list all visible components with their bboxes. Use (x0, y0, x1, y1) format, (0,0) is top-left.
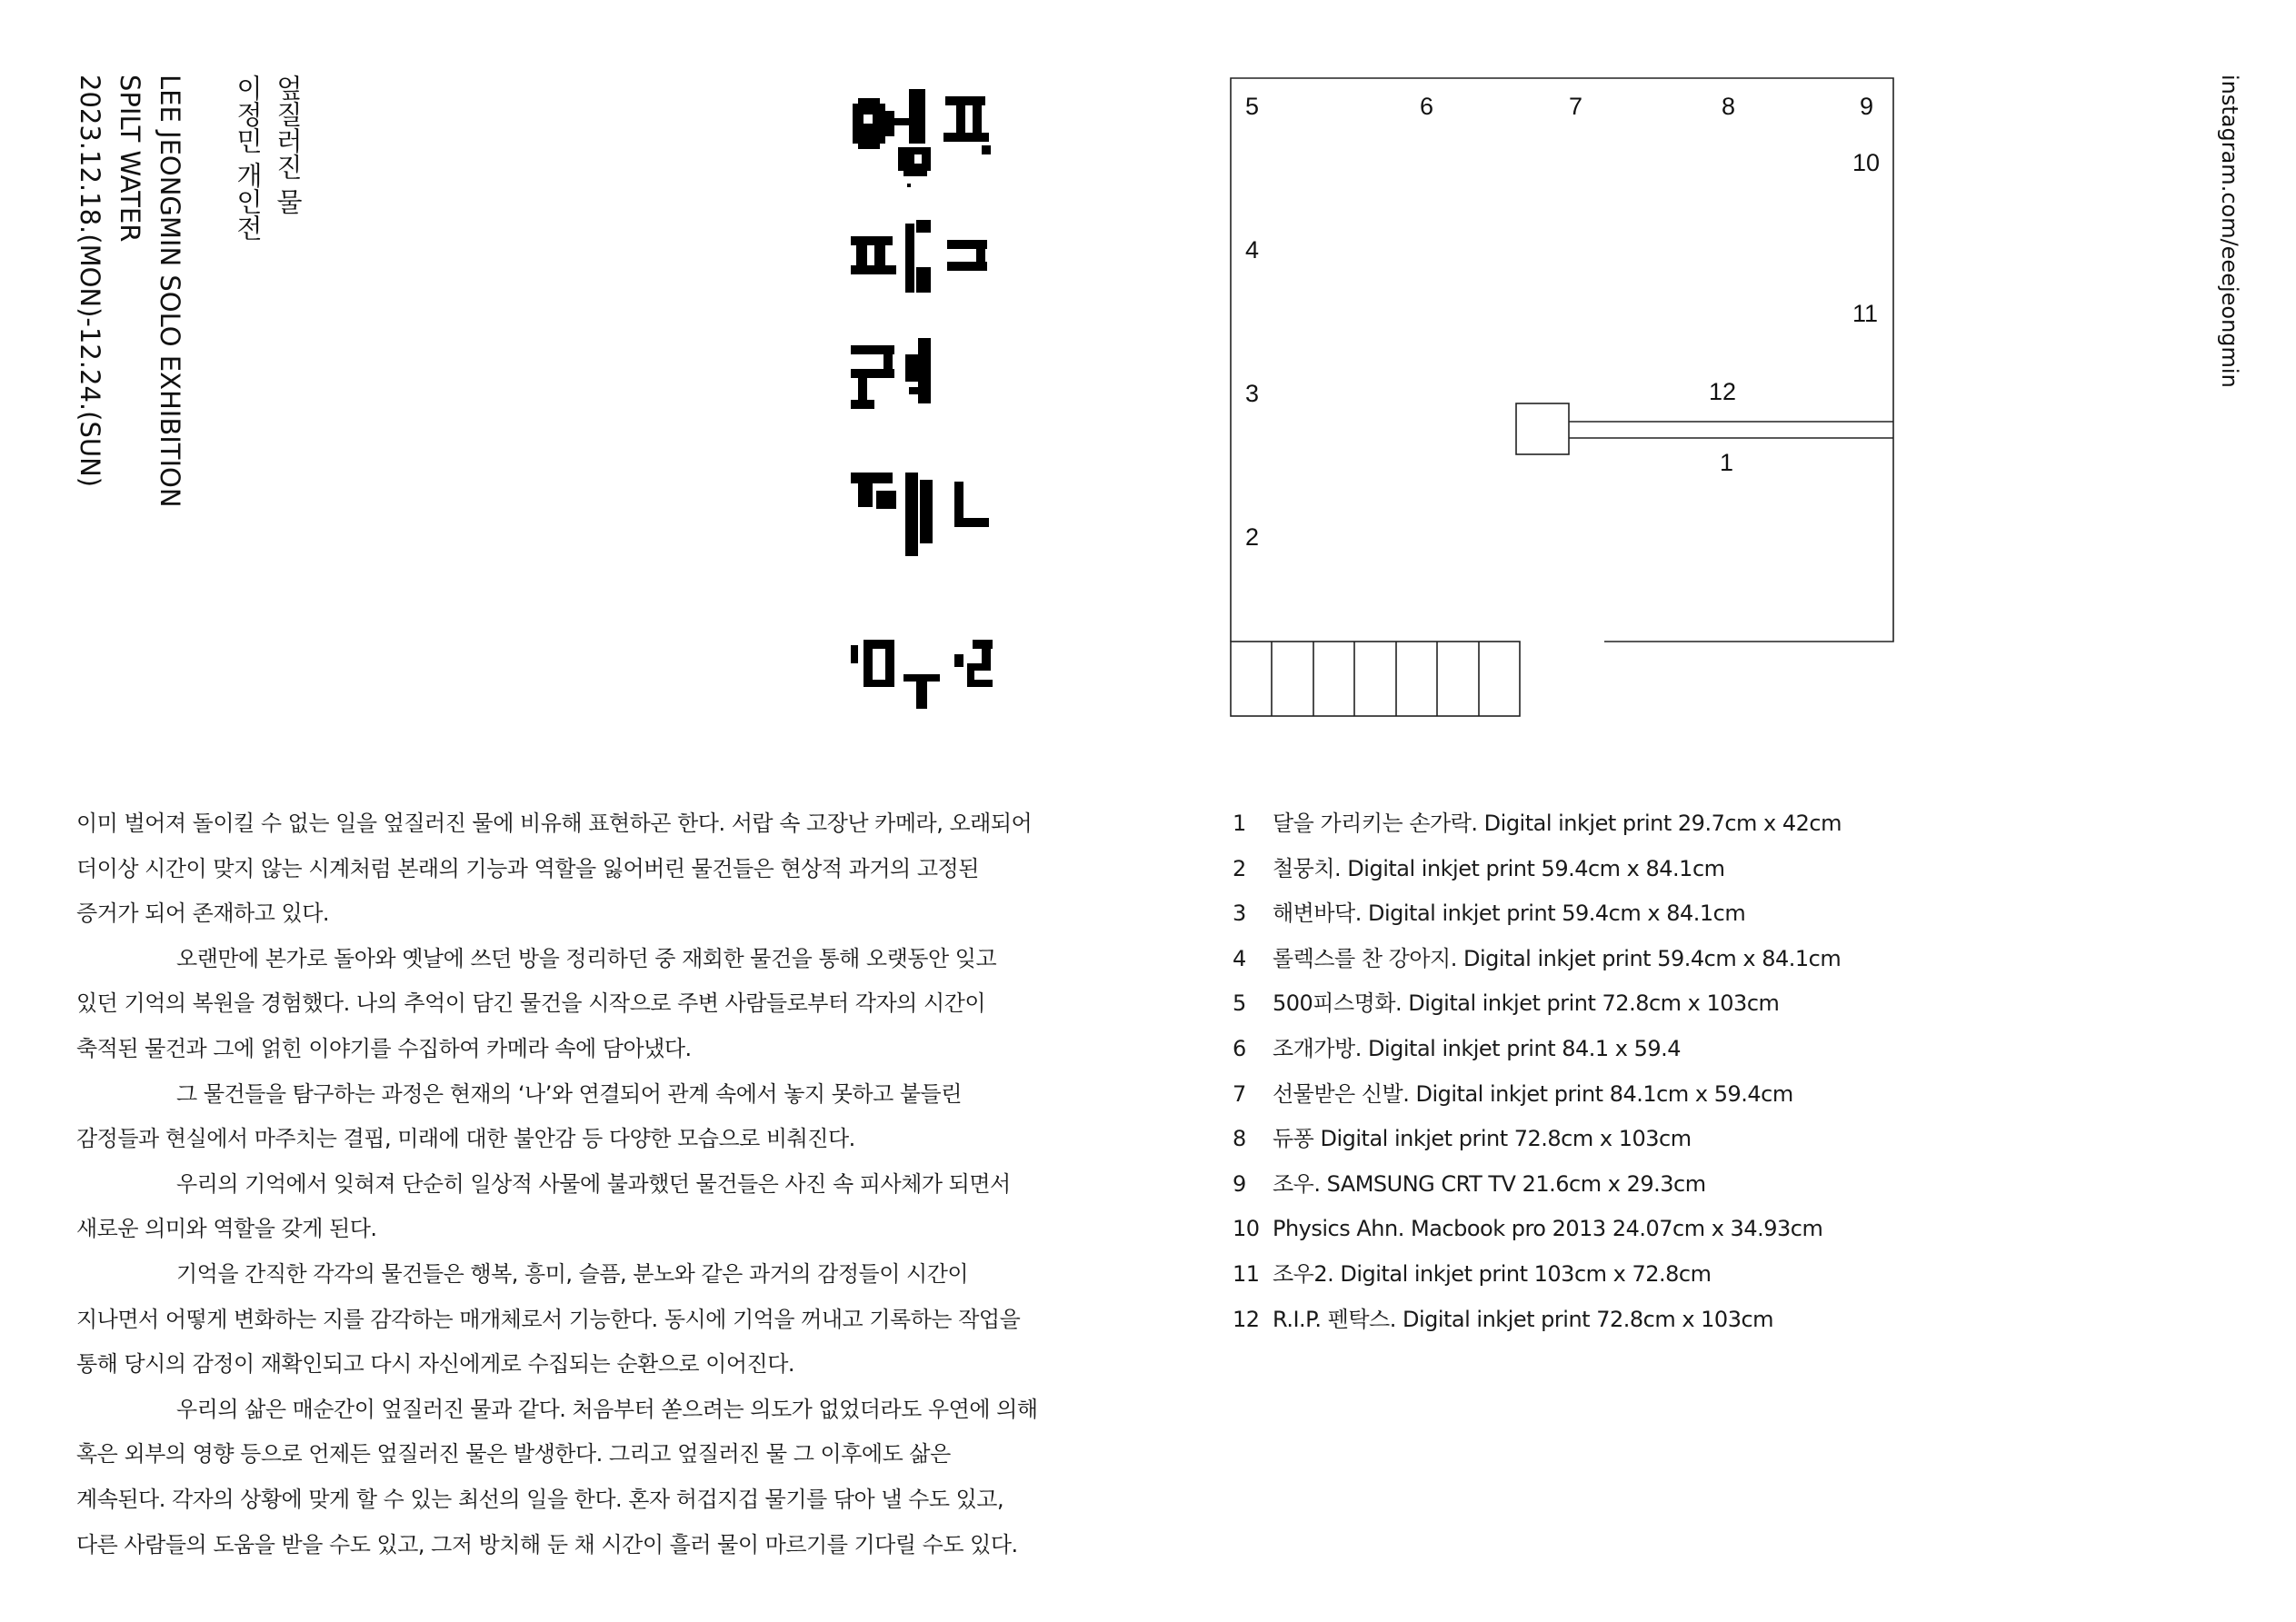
plan-label-4: 4 (1245, 236, 1260, 264)
floor-plan-pedestal (1516, 403, 1569, 454)
statement-line: 축적된 물건과 그에 얽힌 이야기를 수집하여 카메라 속에 담아냈다. (76, 1035, 692, 1061)
plan-label-10: 10 (1852, 149, 1881, 176)
exhibition-artist-ko: 이정민 개인전 (233, 75, 264, 242)
work-description: 해변바닥. Digital inkjet print 59.4cm x 84.1cm (1273, 901, 1746, 927)
work-item (1233, 937, 1960, 982)
pixel-glyph-5 (851, 640, 993, 709)
exhibition-title-en: SPILT WATER (115, 75, 145, 243)
plan-label-11: 11 (1852, 300, 1879, 327)
exhibition-title-ko: 엎질러진 물 (273, 75, 304, 215)
work-number: 5 (1233, 990, 1246, 1017)
statement-line: 계속된다. 각자의 상황에 맞게 할 수 있는 최선의 일을 한다. 혼자 허겁지겁 물기를 닦아 낼 수도 있고, (76, 1486, 1004, 1512)
work-number: 9 (1233, 1170, 1246, 1197)
work-item (1233, 1162, 1960, 1208)
work-number: 2 (1233, 855, 1246, 881)
work-number: 8 (1233, 1126, 1246, 1152)
statement-line: 기억을 간직한 각각의 물건들은 행복, 흥미, 슬픔, 분노와 같은 과거의 감정들이 시간이 (176, 1260, 969, 1287)
statement-line: 더이상 시간이 맞지 않는 시계처럼 본래의 기능과 역할을 잃어버린 물건들은 현상적 과거의 고정된 (76, 855, 979, 881)
work-item (1233, 1252, 1960, 1298)
pixel-glyph-4 (851, 473, 989, 556)
statement-line: 지나면서 어떻게 변화하는 지를 감각하는 매개체로서 기능한다. 동시에 기억을 꺼내고 기록하는 작업을 (76, 1306, 1021, 1332)
floor-plan-diagram (1227, 75, 1900, 729)
pixel-glyph-2 (851, 220, 987, 293)
instagram-link[interactable]: instagram.com/eeejeongmin (2217, 75, 2242, 388)
plan-label-2: 2 (1245, 523, 1260, 551)
work-item (1233, 1117, 1960, 1162)
pixel-dot (907, 184, 911, 187)
work-number: 3 (1233, 901, 1246, 927)
work-item (1233, 1072, 1960, 1118)
work-number: 1 (1233, 811, 1246, 836)
work-number: 7 (1233, 1080, 1246, 1107)
plan-label-5: 5 (1245, 93, 1260, 120)
work-description: 조우. SAMSUNG CRT TV 21.6cm x 29.3cm (1273, 1170, 1706, 1197)
statement-line: 감정들과 현실에서 마주치는 결핍, 미래에 대한 불안감 등 다양한 모습으로 비춰진다. (76, 1126, 855, 1152)
work-description: 조개가방. Digital inkjet print 84.1 x 59.4 (1273, 1035, 1682, 1061)
work-item (1233, 801, 1960, 847)
floor-plan-walls (1231, 78, 1893, 642)
exhibition-statement (76, 801, 1094, 1567)
work-description: 철뭉치. Digital inkjet print 59.4cm x 84.1cm (1273, 855, 1725, 881)
statement-line: 통해 당시의 감정이 재확인되고 다시 자신에게로 수집되는 순환으로 이어진다. (76, 1351, 795, 1378)
work-description: 롤렉스를 찬 강아지. Digital inkjet print 59.4cm x 84.1cm (1273, 945, 1842, 971)
work-description: 선물받은 신발. Digital inkjet print 84.1cm x 59.4cm (1273, 1080, 1793, 1107)
plan-label-8: 8 (1722, 93, 1736, 120)
work-number: 6 (1233, 1035, 1246, 1061)
pixel-art-title-graphic (845, 73, 1082, 718)
works-list (1233, 801, 1960, 1342)
plan-label-9: 9 (1860, 93, 1874, 120)
work-item (1233, 1298, 1960, 1343)
statement-line: 우리의 기억에서 잊혀져 단순히 일상적 사물에 불과했던 물건들은 사진 속 피사체가 되면서 (176, 1170, 1011, 1197)
plan-label-12: 12 (1709, 378, 1737, 405)
work-number: 12 (1233, 1306, 1260, 1332)
floor-plan-storage (1231, 642, 1520, 716)
work-description: 500피스명화. Digital inkjet print 72.8cm x 103cm (1273, 990, 1780, 1017)
work-description: 듀퐁 Digital inkjet print 72.8cm x 103cm (1273, 1126, 1692, 1152)
plan-label-3: 3 (1245, 380, 1260, 407)
plan-label-7: 7 (1569, 93, 1583, 120)
statement-line: 우리의 삶은 매순간이 엎질러진 물과 같다. 처음부터 쏟으려는 의도가 없었더라도 우연에 의해 (176, 1396, 1038, 1422)
statement-line: 그 물건들을 탐구하는 과정은 현재의 ‘나’와 연결되어 관계 속에서 놓지 못하고 붙들린 (176, 1080, 962, 1107)
work-description: Physics Ahn. Macbook pro 2013 24.07cm x 34.93cm (1273, 1216, 1823, 1242)
work-number: 11 (1233, 1260, 1260, 1287)
exhibition-artist-en: LEE JEONGMIN SOLO EXHIBITION (155, 75, 185, 508)
work-item (1233, 1027, 1960, 1072)
work-item (1233, 1207, 1960, 1252)
work-item (1233, 847, 1960, 892)
work-description: 달을 가리키는 손가락. Digital inkjet print 29.7cm x 42cm (1273, 811, 1842, 836)
exhibition-dates: 2023.12.18.(MON)-12.24.(SUN) (75, 75, 105, 488)
statement-line: 증거가 되어 존재하고 있다. (76, 901, 330, 927)
work-item (1233, 891, 1960, 937)
pixel-glyph-3 (851, 338, 931, 409)
statement-line: 다른 사람들의 도움을 받을 수도 있고, 그저 방치해 둔 채 시간이 흘러 물이 마르기를 기다릴 수도 있다. (76, 1531, 1018, 1557)
plan-label-1: 1 (1720, 449, 1734, 476)
work-number: 4 (1233, 945, 1246, 971)
statement-line: 새로운 의미와 역할을 갖게 된다. (76, 1216, 377, 1242)
statement-line: 혹은 외부의 영향 등으로 언제든 엎질러진 물은 발생한다. 그리고 엎질러진 물 그 이후에도 삶은 (76, 1441, 951, 1468)
statement-line: 있던 기억의 복원을 경험했다. 나의 추억이 담긴 물건을 시작으로 주변 사람들로부터 각자의 시간이 (76, 990, 986, 1017)
work-number: 10 (1233, 1216, 1260, 1242)
statement-line: 이미 벌어져 돌이킬 수 없는 일을 엎질러진 물에 비유해 표현하곤 한다. 서랍 속 고장난 카메라, 오래되어 (76, 811, 1033, 836)
statement-line: 오랜만에 본가로 돌아와 옛날에 쓰던 방을 정리하던 중 재회한 물건을 통해 오랫동안 잊고 (176, 945, 997, 971)
work-item (1233, 981, 1960, 1027)
plan-label-6: 6 (1420, 93, 1434, 120)
work-description: 조우2. Digital inkjet print 103cm x 72.8cm (1273, 1260, 1712, 1287)
work-description: R.I.P. 펜탁스. Digital inkjet print 72.8cm x 103cm (1273, 1306, 1774, 1332)
